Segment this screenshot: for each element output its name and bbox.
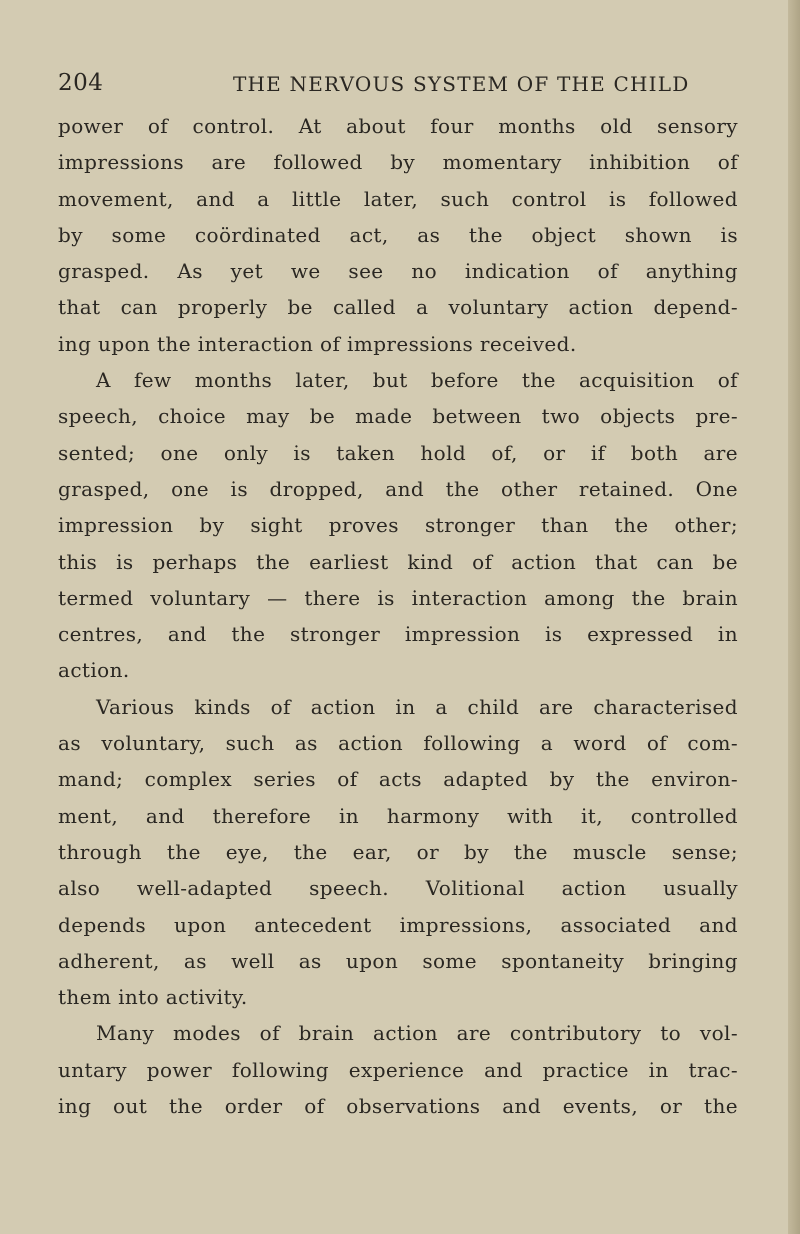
text-line: depends upon antecedent impressions, associated and — [58, 912, 738, 937]
text-line: this is perhaps the earliest kind of action that can be — [58, 549, 738, 574]
text-line: grasped. As yet we see no indication of anything — [58, 259, 738, 284]
paragraph — [58, 362, 738, 689]
text-line: that can properly be called a voluntary action depend- — [58, 295, 738, 320]
text-line: grasped, one is dropped, and the other retained. One — [58, 476, 738, 501]
text-line: impressions are followed by momentary inhibition of — [58, 150, 738, 175]
text-line: speech, choice may be made between two objects pre- — [58, 404, 738, 429]
text-line: mand; complex series of acts adapted by the environ- — [58, 767, 738, 792]
text-line: as voluntary, such as action following a word of com- — [58, 731, 738, 756]
text-line: centres, and the stronger impression is expressed in — [58, 622, 738, 647]
text-line: untary power following experience and practice in trac- — [58, 1057, 738, 1082]
text-line: adherent, as well as upon some spontaneity bringing — [58, 948, 738, 973]
text-line: ing out the order of observations and events, or the — [58, 1094, 738, 1119]
text-line: Various kinds of action in a child are characterised — [96, 694, 738, 719]
body-text — [58, 108, 738, 1124]
running-head — [58, 70, 738, 104]
text-line: termed voluntary — there is interaction among the brain — [58, 585, 738, 610]
running-title: THE NERVOUS SYSTEM OF THE CHILD — [233, 72, 690, 96]
text-line: through the eye, the ear, or by the muscle sense; — [58, 839, 738, 864]
text-line: also well-adapted speech. Volitional action usually — [58, 876, 738, 901]
text-line: A few months later, but before the acquisition of — [96, 368, 738, 393]
text-line: ing upon the interaction of impressions received. — [58, 331, 577, 356]
text-line: Many modes of brain action are contributory to vol- — [96, 1021, 738, 1046]
text-line: by some coördinated act, as the object shown is — [58, 222, 738, 247]
text-line: action. — [58, 658, 130, 683]
text-line: impression by sight proves stronger than the other; — [58, 513, 738, 538]
text-line: sented; one only is taken hold of, or if both are — [58, 440, 738, 465]
text-line: ment, and therefore in harmony with it, controlled — [58, 803, 738, 828]
paragraph — [58, 108, 738, 362]
paragraph — [58, 689, 738, 1016]
text-line: them into activity. — [58, 985, 248, 1010]
page-edge — [788, 0, 800, 1234]
page-number: 204 — [58, 70, 104, 96]
paragraph — [58, 1015, 738, 1124]
text-line: power of control. At about four months old sensory — [58, 114, 738, 138]
text-line: movement, and a little later, such control is followed — [58, 186, 738, 211]
